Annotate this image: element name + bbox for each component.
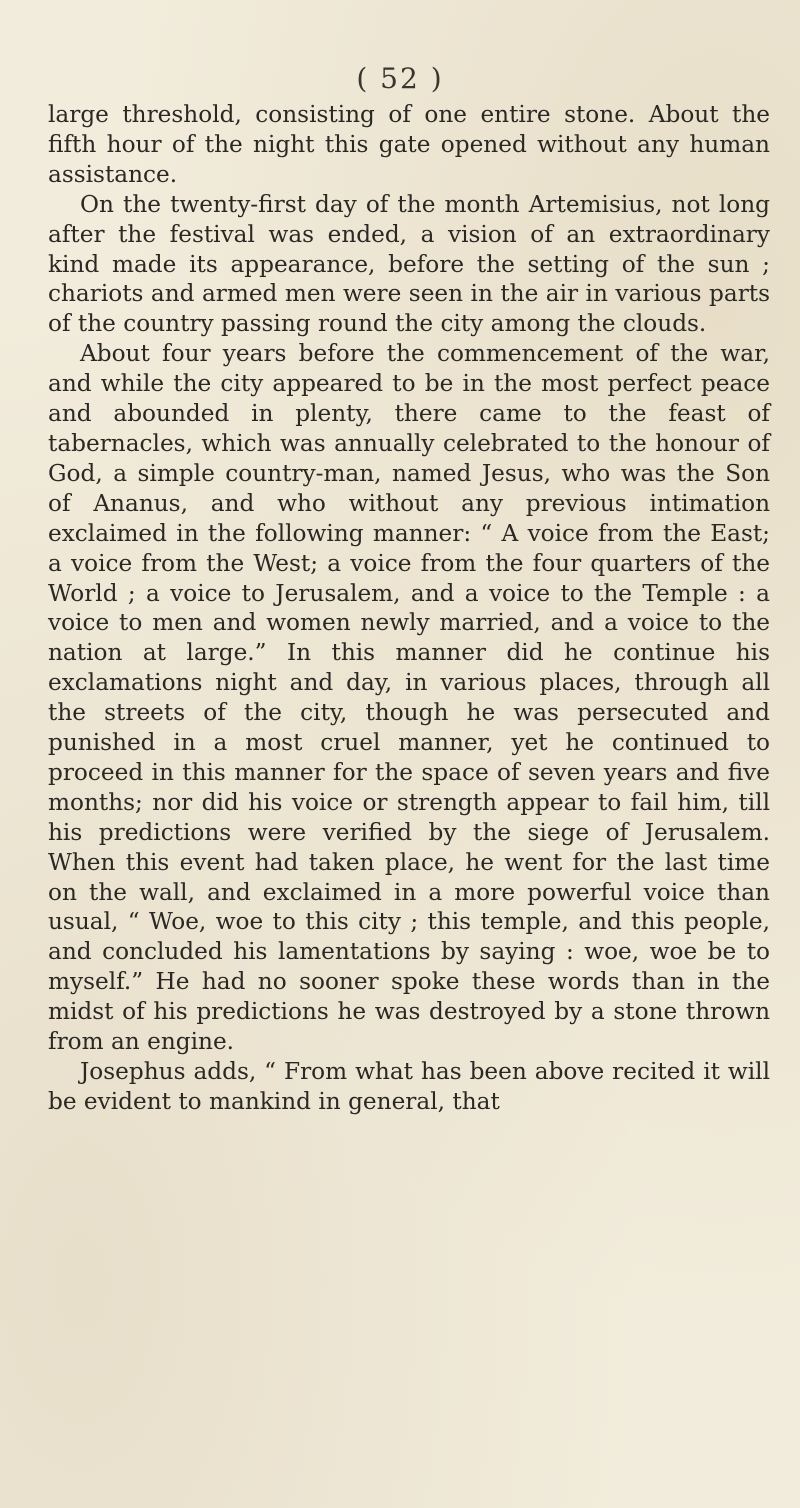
paragraph-2: On the twenty-first day of the month Artemisius, not long after the festival was ended, a vision of an extraordinary kind made its appearance, before the setting of the sun ; chariots and armed men were seen in the air in various parts of the country passing round the city among the clouds. xyxy=(48,190,770,338)
paragraph-3: About four years before the commencement of the war, and while the city appeared to be in the most perfect peace and abounded in plenty, there came to the feast of tabernacles, which was annually celebrated to the honour of God, a simple country-man, named Jesus, who was the Son of Ananus, and who without any previous intimation exclaimed in the following manner: “ A voice from the East; a voice from the West; a voice from the four quarters of the World ; a voice to Jerusalem, and a voice to the Temple : a voice to men and women newly married, and a voice to the nation at large.” In this manner did he continue his exclamations night and day, in various places, through all the streets of the city, though he was persecuted and punished in a most cruel manner, yet he continued to proceed in this manner for the space of seven years and five months; nor did his voice or strength appear to fail him, till his predictions were verified by the siege of Jerusalem. When this event had taken place, he went for the last time on the wall, and exclaimed in a more powerful voice than usual, “ Woe, woe to this city ; this temple, and this people, and concluded his lamentations by saying : woe, woe be to myself.” He had no sooner spoke these words than in the midst of his predictions he was destroyed by a stone thrown from an engine. xyxy=(48,340,770,1056)
body-text xyxy=(48,100,770,1117)
paragraph-1: large threshold, consisting of one entire stone. About the fifth hour of the night this gate opened without any human assistance. xyxy=(48,101,770,188)
paragraph-4: Josephus adds, “ From what has been above recited it will be evident to mankind in general, that xyxy=(48,1058,770,1115)
page-number: ( 52 ) xyxy=(356,62,444,95)
